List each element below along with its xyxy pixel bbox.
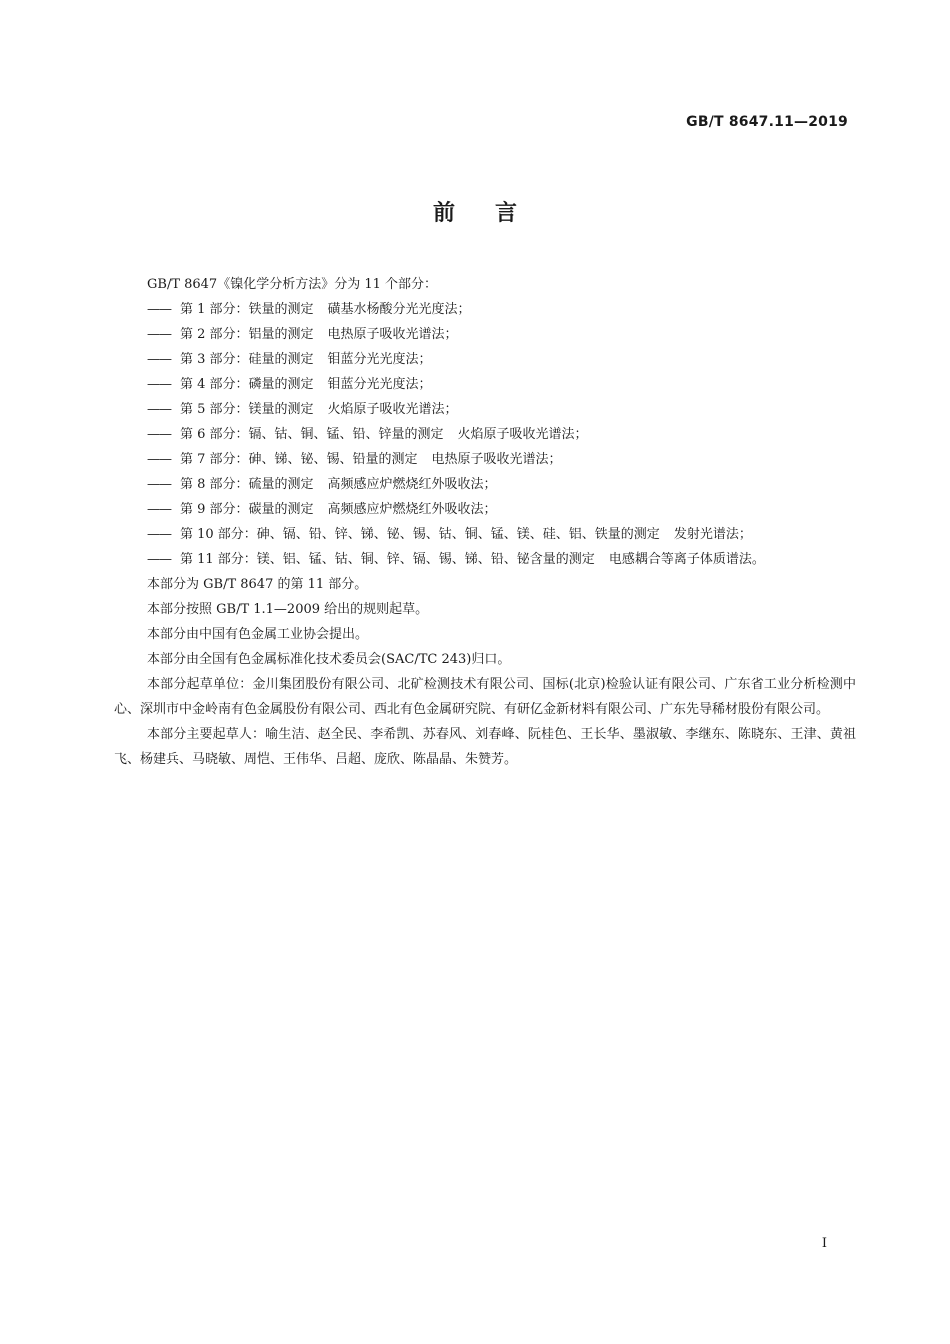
list-dash: ——	[147, 352, 171, 367]
part-list-item	[114, 472, 856, 497]
list-dash: ——	[147, 552, 171, 567]
statement-paragraph: 本部分由中国有色金属工业协会提出。	[147, 627, 369, 642]
statement-paragraph: 本部分起草单位：金川集团股份有限公司、北矿检测技术有限公司、国标(北京)检验认证有限公司、广东省工业分析检测中心、深圳市中金岭南有色金属股份有限公司、西北有色金属研究院、有研亿金新材料有限公司、广东先导稀材股份有限公司。	[114, 677, 856, 717]
part-list-item	[114, 347, 856, 372]
standard-code: GB/T 8647.11—2019	[686, 114, 848, 130]
page-number: I	[821, 1236, 827, 1251]
part-list-item	[114, 372, 856, 397]
part-method: 火焰原子吸收光谱法；	[457, 427, 588, 442]
parts-list	[114, 297, 856, 572]
part-name: 第 7 部分：砷、锑、铋、锡、铅量的测定	[180, 452, 418, 467]
statement-paragraph: 本部分由全国有色金属标准化技术委员会(SAC/TC 243)归口。	[147, 652, 511, 667]
part-method: 钼蓝分光光度法；	[327, 377, 432, 392]
part-list-item	[114, 297, 856, 322]
part-name: 第 5 部分：镁量的测定	[180, 402, 314, 417]
statements	[114, 572, 856, 772]
part-method: 钼蓝分光光度法；	[327, 352, 432, 367]
list-dash: ——	[147, 302, 171, 317]
part-list-item	[114, 547, 856, 572]
list-dash: ——	[147, 327, 171, 342]
list-dash: ——	[147, 402, 171, 417]
statement-paragraph: 本部分主要起草人：喻生洁、赵全民、李希凯、苏春风、刘春峰、阮桂色、王长华、墨淑敏、李继东、陈晓东、王津、黄祖飞、杨建兵、马晓敏、周恺、王伟华、吕超、庞欣、陈晶晶、朱赞芳。	[114, 727, 856, 767]
list-dash: ——	[147, 502, 171, 517]
part-list-item	[114, 447, 856, 472]
part-method: 发射光谱法；	[673, 527, 752, 542]
list-dash: ——	[147, 452, 171, 467]
part-method: 火焰原子吸收光谱法；	[327, 402, 458, 417]
part-name: 第 8 部分：硫量的测定	[180, 477, 314, 492]
part-list-item	[114, 397, 856, 422]
part-name: 第 6 部分：镉、钴、铜、锰、铅、锌量的测定	[180, 427, 444, 442]
part-name: 第 4 部分：磷量的测定	[180, 377, 314, 392]
intro-paragraph: GB/T 8647《镍化学分析方法》分为 11 个部分：	[147, 277, 438, 292]
part-method: 高频感应炉燃烧红外吸收法；	[327, 502, 497, 517]
part-name: 第 11 部分：镁、铝、锰、钴、铜、锌、镉、锡、锑、铅、铋含量的测定	[180, 552, 595, 567]
part-method: 电热原子吸收光谱法；	[431, 452, 562, 467]
list-dash: ——	[147, 427, 171, 442]
statement-paragraph: 本部分为 GB/T 8647 的第 11 部分。	[147, 577, 368, 592]
list-dash: ——	[147, 477, 171, 492]
list-dash: ——	[147, 377, 171, 392]
part-name: 第 2 部分：铝量的测定	[180, 327, 314, 342]
part-list-item	[114, 322, 856, 347]
document-body	[114, 272, 856, 772]
part-name: 第 3 部分：硅量的测定	[180, 352, 314, 367]
part-list-item	[114, 522, 856, 547]
part-method: 高频感应炉燃烧红外吸收法；	[327, 477, 497, 492]
part-name: 第 9 部分：碳量的测定	[180, 502, 314, 517]
part-method: 磺基水杨酸分光光度法；	[327, 302, 471, 317]
part-name: 第 1 部分：铁量的测定	[180, 302, 314, 317]
list-dash: ——	[147, 527, 171, 542]
statement-paragraph: 本部分按照 GB/T 1.1—2009 给出的规则起草。	[147, 602, 429, 617]
part-method: 电感耦合等离子体质谱法。	[608, 552, 765, 567]
page-title: 前言	[432, 201, 557, 226]
part-list-item	[114, 422, 856, 447]
part-list-item	[114, 497, 856, 522]
part-name: 第 10 部分：砷、镉、铅、锌、锑、铋、锡、钴、铜、锰、镁、硅、铝、铁量的测定	[180, 527, 660, 542]
part-method: 电热原子吸收光谱法；	[327, 327, 458, 342]
